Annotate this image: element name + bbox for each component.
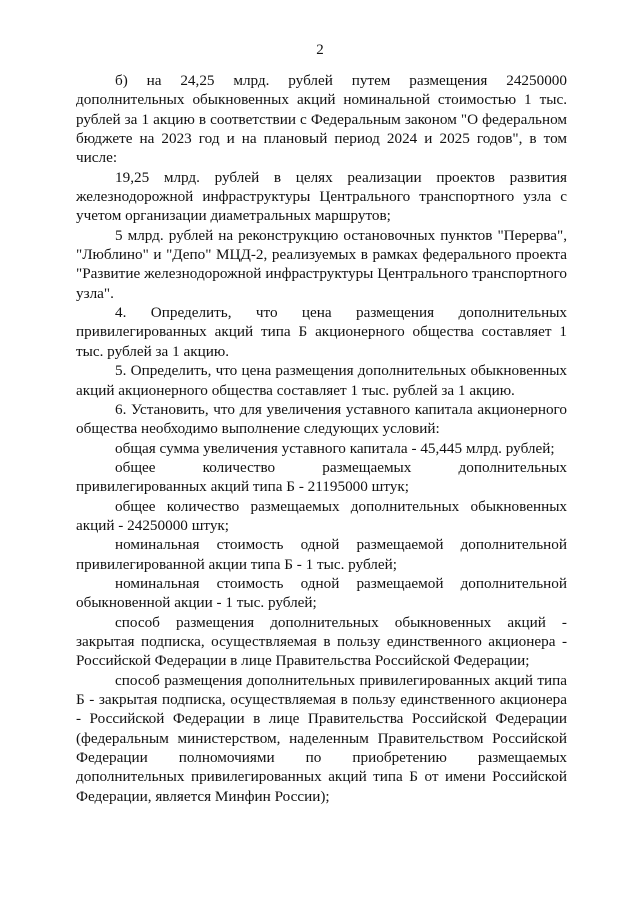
page-number: 2 bbox=[316, 42, 324, 58]
paragraph-station-reconstruction: 5 млрд. рублей на реконструкцию остановочных пунктов "Перерва", "Люблино" и "Депо" МЦД-2, реализуемых в рамках федерального проекта "Развитие железнодорожной инфраструктуры Центрального транспортного узла". bbox=[76, 226, 567, 302]
document-body bbox=[76, 71, 567, 806]
paragraph-ordinary-placement-method: способ размещения дополнительных обыкновенных акций - закрытая подписка, осуществляемая в пользу единственного акционера - Российской Федерации в лице Правительства Российской Федерации; bbox=[76, 613, 567, 670]
paragraph-item-5: 5. Определить, что цена размещения дополнительных обыкновенных акций акционерного общества составляет 1 тыс. рублей за 1 акцию. bbox=[76, 362, 567, 399]
paragraph-share-issue-b: б) на 24,25 млрд. рублей путем размещения 24250000 дополнительных обыкновенных акций номинальной стоимостью 1 тыс. рублей за 1 акцию в соответствии с Федеральным законом "О федеральном бюджете на 2023 год и на плановый период 2024 и 2025 годов", в том числе: bbox=[76, 72, 567, 167]
paragraph-preferred-placement-method: способ размещения дополнительных привилегированных акций типа Б - закрытая подписка, осуществляемая в пользу единственного акционера - Российской Федерации в лице Правительства Российской Федерации (федеральным министерством, наделенным Правительством Российской Федерации полномочиями по приобретению размещаемых дополнительных привилегированных акций типа Б от имени Российской Федерации, является Минфин России); bbox=[76, 671, 567, 805]
paragraph-preferred-count: общее количество размещаемых дополнительных привилегированных акций типа Б - 21195000 штук; bbox=[76, 458, 567, 496]
paragraph-rail-infrastructure: 19,25 млрд. рублей в целях реализации проектов развития железнодорожной инфраструктуры Центрального транспортного узла с учетом организации диаметральных маршрутов; bbox=[76, 168, 567, 225]
paragraph-item-6: 6. Установить, что для увеличения уставного капитала акционерного общества необходимо выполнение следующих условий: bbox=[76, 400, 567, 438]
paragraph-total-increase: общая сумма увеличения уставного капитала - 45,445 млрд. рублей; bbox=[115, 439, 555, 457]
paragraph-preferred-nominal: номинальная стоимость одной размещаемой дополнительной привилегированной акции типа Б - 1 тыс. рублей; bbox=[76, 536, 567, 573]
paragraph-item-4: 4. Определить, что цена размещения дополнительных привилегированных акций типа Б акционерного общества составляет 1 тыс. рублей за 1 акцию. bbox=[76, 304, 567, 360]
paragraph-ordinary-nominal: номинальная стоимость одной размещаемой дополнительной обыкновенной акции - 1 тыс. рублей; bbox=[76, 574, 567, 612]
paragraph-ordinary-count: общее количество размещаемых дополнительных обыкновенных акций - 24250000 штук; bbox=[76, 497, 567, 534]
